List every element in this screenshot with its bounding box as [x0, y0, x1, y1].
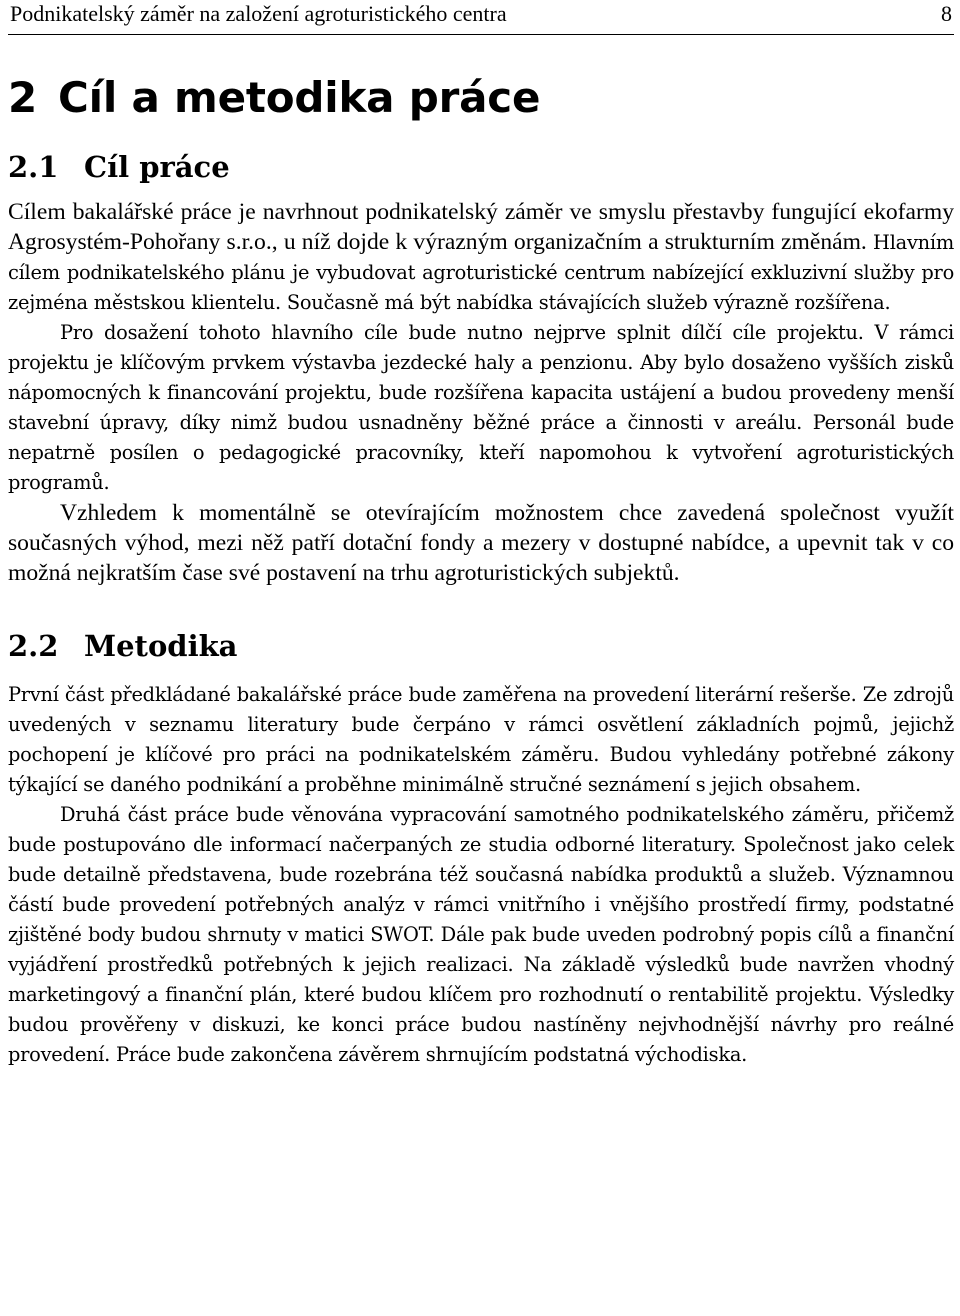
section-heading-goal: [8, 149, 954, 185]
chapter-title: Cíl a metodika práce: [58, 73, 541, 122]
goal-paragraph-2-part-b: rozšířena kapacita ustájení a budou provedeny menší stavební úpravy, díky nimž budou usnadněny běžné práce a činnosti v areálu.: [8, 381, 954, 434]
header-title: Podnikatelský záměr na založení agroturistického centra: [10, 1, 507, 26]
section-title: Cíl práce: [84, 150, 230, 184]
goal-paragraph-1-part-a: Cílem bakalářské práce je navrhnout podnikatelský záměr ve smyslu přestavby fungující ekofarmy Agrosystém-Pohořany s.r.o., u níž dojde k výrazným organizačním a strukturním změnám.: [8, 199, 954, 255]
goal-paragraph-3: Vzhledem k momentálně se otevírajícím možnostem chce zavedená společnost využít současných výhod, mezi něž patří dotační fondy a mezery v dostupné nabídce, a upevnit tak v co možná nejkratším čase své postavení na trhu agroturistických subjektů.: [8, 500, 954, 586]
section-number: 2.2: [8, 629, 59, 663]
chapter-number: 2: [8, 73, 38, 122]
section-title: Metodika: [84, 629, 238, 663]
goal-paragraph-1-part-b: Hlavním cílem podnikatelského plánu je vybudovat agroturistické centrum nabízející exkluzivní služby pro zejména městskou klientelu. Současně má být nabídka stávajících služeb výrazně rozšířena.: [8, 231, 954, 314]
goal-paragraph-2-part-a: Pro dosažení tohoto hlavního cíle bude nutno nejprve splnit dílčí cíle projektu. V rámci projektu je klíčovým prvkem výstavba jezdecké haly a penzionu. Aby bylo dosaženo vyšších zisků nápomocných k financování projektu, bude: [8, 321, 954, 404]
section-heading-methodology: [8, 628, 954, 664]
chapter-heading: [8, 73, 954, 123]
goal-paragraph-2: [8, 318, 954, 498]
goal-paragraph-2-part-c: Personál bude nepatrně posílen o pedagogické pracovníky, kteří napomohou k vytvoření agroturistických programů.: [8, 411, 954, 494]
header-page-number: 8: [941, 1, 952, 26]
document-page: [8, 0, 954, 1316]
methodology-paragraph-2: Druhá část práce bude věnována vypracování samotného podnikatelského záměru, přičemž bude postupováno dle informací načerpaných ze studia odborné literatury. Společnost jako celek bude detailně představena, bude rozebrána též současná nabídka produktů a služeb. Významnou částí bude provedení potřebných analýz v rámci vnitřního i vnějšího prostředí firmy, podstatné zjištěné body budou shrnuty v matici SWOT. Dále pak bude uveden podrobný popis cílů a finanční vyjádření prostředků potřebných k jejich realizaci. Na základě výsledků bude navržen vhodný marketingový a finanční plán, které budou klíčem pro rozhodnutí o rentabilitě projektu. Výsledky budou prověřeny v diskuzi, ke konci práce budou nastíněny nejvhodnější návrhy pro reálné provedení. Práce bude zakončena závěrem shrnujícím podstatná východiska.: [8, 803, 954, 1066]
goal-paragraph-1: [8, 197, 954, 318]
section-number: 2.1: [8, 150, 59, 184]
running-header: [8, 0, 954, 35]
methodology-paragraph-1: První část předkládané bakalářské práce bude zaměřena na provedení literární rešerše. Ze zdrojů uvedených v seznamu literatury bude čerpáno v rámci osvětlení základních pojmů, jejichž pochopení je klíčové pro práci na podnikatelském záměru. Budou vyhledány potřebné zákony týkající se daného podnikání a proběhne minimálně stručné seznámení s jejich obsahem.: [8, 683, 954, 796]
